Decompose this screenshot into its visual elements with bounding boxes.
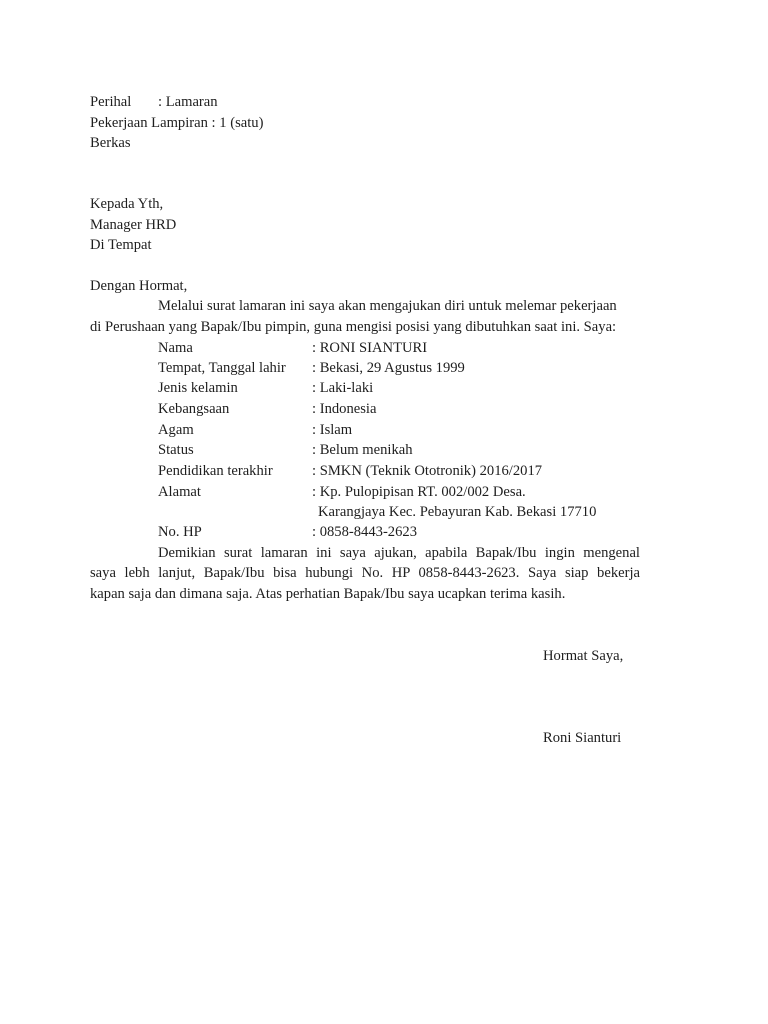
signature-name: Roni Sianturi <box>543 730 622 746</box>
closing-line-3: kapan saja dan dimana saja. Atas perhatian Bapak/Ibu saya ucapkan terima kasih. <box>90 586 566 602</box>
detail-value-education: : SMKN (Teknik Ototronik) 2016/2017 <box>312 463 543 479</box>
detail-value-status: : Belum menikah <box>312 442 413 458</box>
detail-label-nationality: Kebangsaan <box>158 401 230 417</box>
recipient-line-2: Manager HRD <box>90 217 177 233</box>
detail-label-education: Pendidikan terakhir <box>158 463 273 479</box>
detail-value-religion: : Islam <box>312 422 353 438</box>
intro-line-1: Melalui surat lamaran ini saya akan mengajukan diri untuk melemar pekerjaan <box>158 298 617 314</box>
detail-label-address: Alamat <box>158 484 201 500</box>
closing-line-2: saya lebh lanjut, Bapak/Ibu bisa hubungi No. HP 0858-8443-2623. Saya siap bekerja <box>90 565 640 581</box>
detail-label-status: Status <box>158 442 194 458</box>
recipient-line-1: Kepada Yth, <box>90 196 164 212</box>
detail-value-nationality: : Indonesia <box>312 401 377 417</box>
lampiran-line: Pekerjaan Lampiran : 1 (satu) <box>90 115 264 131</box>
detail-value-address: : Kp. Pulopipisan RT. 002/002 Desa. <box>312 484 526 500</box>
closing-line-1: Demikian surat lamaran ini saya ajukan, apabila Bapak/Ibu ingin mengenal <box>158 545 640 561</box>
detail-value-ttl: : Bekasi, 29 Agustus 1999 <box>312 360 465 376</box>
intro-line-2: di Perushaan yang Bapak/Ibu pimpin, guna mengisi posisi yang dibutuhkan saat ini. Saya: <box>90 319 617 335</box>
detail-label-ttl: Tempat, Tanggal lahir <box>158 360 286 376</box>
detail-value-address-cont: Karangjaya Kec. Pebayuran Kab. Bekasi 17710 <box>318 504 597 520</box>
detail-label-nama: Nama <box>158 340 193 356</box>
detail-label-gender: Jenis kelamin <box>158 380 238 396</box>
perihal-value: : Lamaran <box>158 94 218 110</box>
detail-value-nama: : RONI SIANTURI <box>312 340 428 356</box>
recipient-line-3: Di Tempat <box>90 237 152 253</box>
detail-label-religion: Agam <box>158 422 194 438</box>
perihal-label: Perihal <box>90 94 132 110</box>
detail-label-phone: No. HP <box>158 524 202 540</box>
detail-value-gender: : Laki-laki <box>312 380 374 396</box>
signature-greeting: Hormat Saya, <box>543 648 624 664</box>
salutation: Dengan Hormat, <box>90 278 188 294</box>
berkas-line: Berkas <box>90 135 131 151</box>
detail-value-phone: : 0858-8443-2623 <box>312 524 417 540</box>
